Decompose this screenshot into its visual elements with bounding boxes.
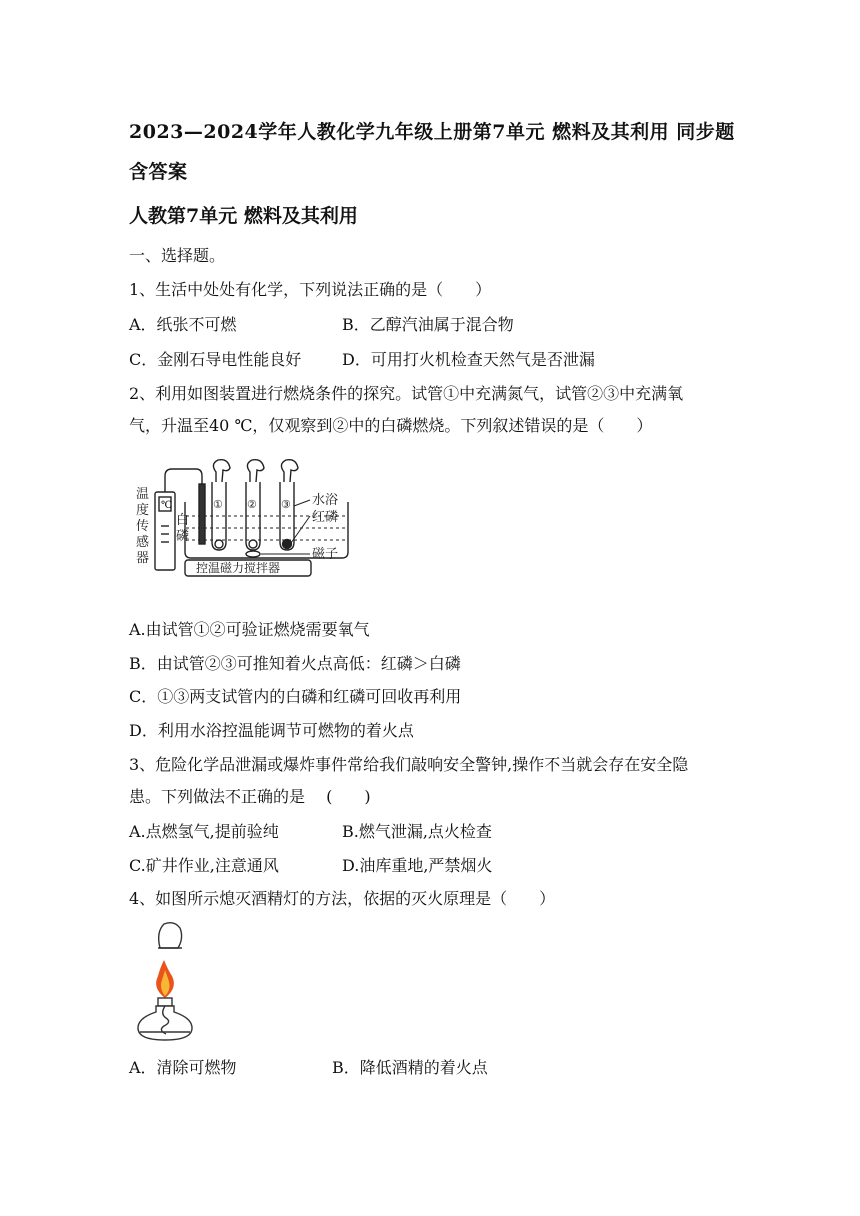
unit-heading: 人教第7单元 燃料及其利用: [129, 205, 358, 227]
alcohol-lamp-icon: [138, 998, 192, 1040]
q2-option-d: D．利用水浴控温能调节可燃物的着火点: [129, 721, 414, 740]
q2-option-a: A.由试管①②可验证燃烧需要氧气: [129, 620, 370, 639]
sensor-label-char: 传: [136, 519, 150, 534]
q1-option-b: B．乙醇汽油属于混合物: [342, 315, 514, 334]
q3-option-c: C.矿井作业,注意通风: [129, 856, 279, 875]
sensor-label-char: 感: [136, 535, 150, 550]
sensor-label-char: 度: [136, 503, 150, 518]
lamp-cap-icon: [158, 923, 182, 948]
question-2-stem-line2: 气，升温至40 ℃，仅观察到②中的白磷燃烧。下列叙述错误的是（ ）: [129, 416, 653, 435]
tube-3-label: ③: [281, 498, 291, 511]
stirrer-label: 控温磁力搅拌器: [196, 561, 281, 575]
q4-option-a: A．清除可燃物: [129, 1058, 237, 1077]
q3-option-d: D.油库重地,严禁烟火: [342, 856, 493, 875]
document-title: 2023—2024学年人教化学九年级上册第7单元 燃料及其利用 同步题含答案: [129, 121, 735, 183]
tube-2-label: ②: [247, 498, 257, 511]
q3-option-b: B.燃气泄漏,点火检查: [342, 822, 492, 841]
q1-option-a: A．纸张不可燃: [129, 315, 237, 334]
q4-option-b: B．降低酒精的着火点: [332, 1058, 488, 1077]
q2-option-c: C．①③两支试管内的白磷和红磷可回收再利用: [129, 687, 462, 706]
question-1-stem: 1、生活中处处有化学，下列说法正确的是（ ）: [129, 280, 492, 299]
white-phosphorus-label-char: 白: [176, 513, 190, 528]
flame-icon: [156, 960, 174, 998]
water-bath-label: 水浴: [312, 493, 339, 508]
tube-1-label: ①: [213, 498, 223, 511]
thermometer-unit-label: ℃: [161, 500, 173, 511]
q2-option-b: B．由试管②③可推知着火点高低：红磷＞白磷: [129, 654, 461, 673]
question-3-stem-line1: 3、危险化学品泄漏或爆炸事件常给我们敲响安全警钟,操作不当就会存在安全隐: [129, 755, 689, 774]
q3-option-a: A.点燃氢气,提前验纯: [129, 822, 279, 841]
sensor-label-char: 温: [136, 487, 150, 502]
question-4-stem: 4、如图所示熄灭酒精灯的方法，依据的灭火原理是（ ）: [129, 889, 556, 908]
sensor-label-char: 器: [136, 551, 150, 566]
alcohol-lamp-figure: [132, 918, 198, 1044]
red-phosphorus-label: 红磷: [312, 510, 339, 525]
q1-option-c: C．金刚石导电性能良好: [129, 350, 302, 369]
question-3-stem-line2: 患。下列做法不正确的是 ( ): [129, 787, 371, 806]
question-2-stem-line1: 2、利用如图装置进行燃烧条件的探究。试管①中充满氮气，试管②③中充满氧: [129, 384, 684, 403]
q1-option-d: D．可用打火机检查天然气是否泄漏: [342, 350, 595, 369]
white-phosphorus-label-char: 磷: [176, 529, 190, 544]
section-heading: 一、选择题。: [129, 246, 226, 265]
combustion-apparatus-figure: [130, 454, 360, 582]
magnet-label: 磁子: [312, 547, 339, 562]
